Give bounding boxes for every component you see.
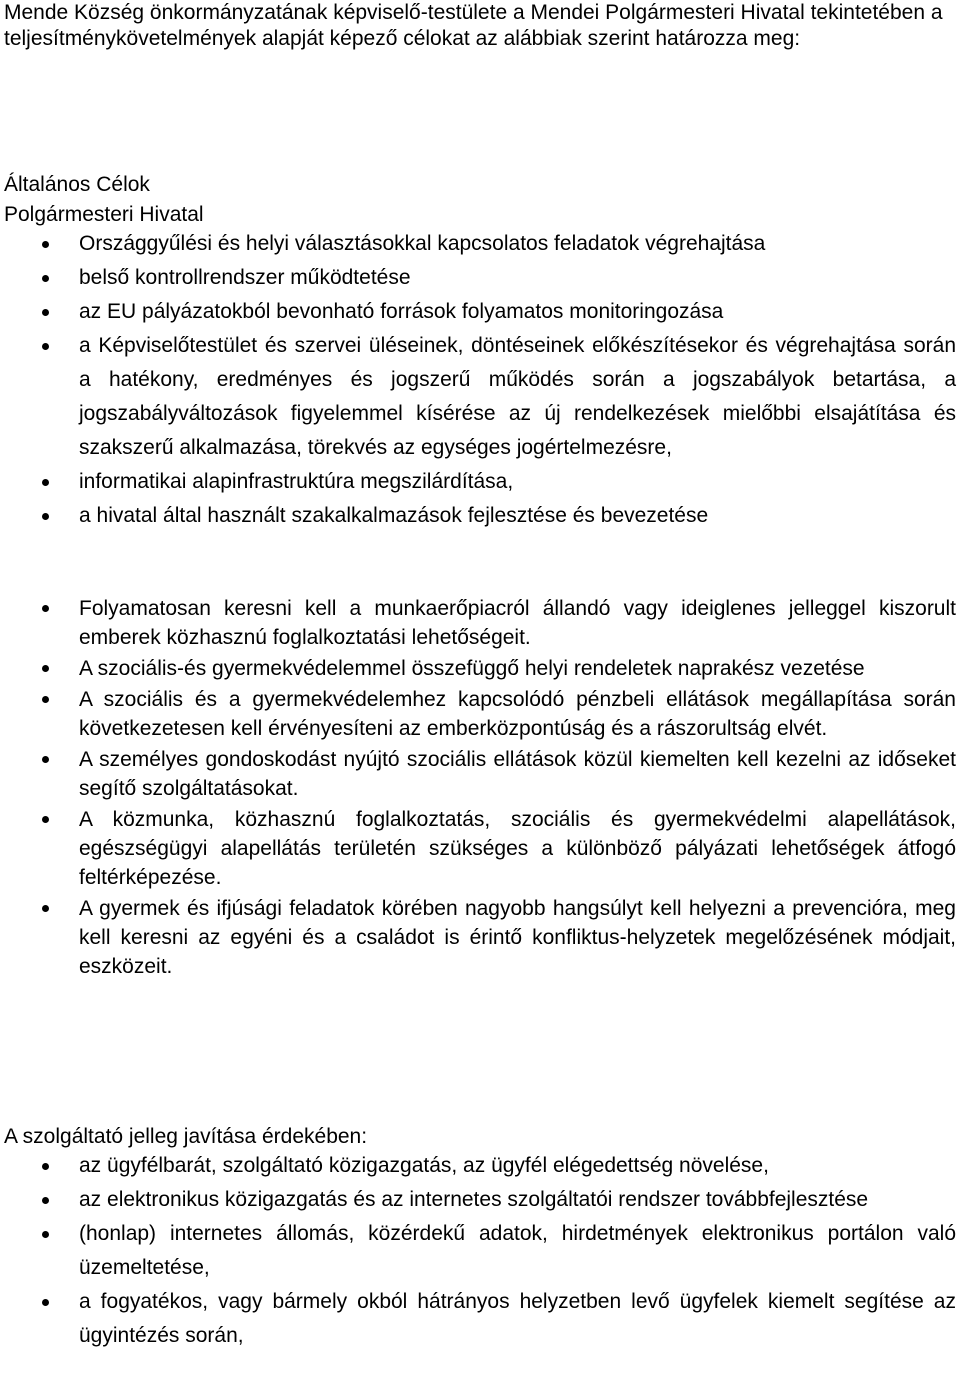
social-goals-list xyxy=(0,594,956,981)
list-item: a Képviselőtestület és szervei üléseinek, döntéseinek előkészítésekor és végrehajtása során a hatékony, eredményes és jogszerű működés során a jogszabályok betartása, a jogszabályváltozások figyelemmel kísérése az új rendelkezések mielőbbi elsajátítása és szakszerű alkalmazása, törekvés az egységes jogértelmezésre, xyxy=(0,329,956,465)
list-item: A szociális és a gyermekvédelemhez kapcsolódó pénzbeli ellátások megállapítása során következetesen kell érvényesíteni az emberközpontúság és a rászorultság elvét. xyxy=(0,685,956,743)
list-item: az ügyfélbarát, szolgáltató közigazgatás, az ügyfél elégedettség növelése, xyxy=(0,1149,956,1183)
list-item: a fogyatékos, vagy bármely okból hátrányos helyzetben levő ügyfelek kiemelt segítése az ügyintézés során, xyxy=(0,1285,956,1353)
list-item: A szociális-és gyermekvédelemmel összefüggő helyi rendeletek naprakész vezetése xyxy=(0,654,956,683)
list-item: (honlap) internetes állomás, közérdekű adatok, hirdetmények elektronikus portálon való üzemeltetése, xyxy=(0,1217,956,1285)
intro-paragraph: Mende Község önkormányzatának képviselő-testülete a Mendei Polgármesteri Hivatal tekintetében a teljesítménykövetelmények alapját képező célokat az alábbiak szerint határozza meg: xyxy=(4,1,943,50)
list-item: A közmunka, közhasznú foglalkoztatás, szociális és gyermekvédelmi alapellátások, egészségügyi alapellátás területén szükséges a különböző pályázati lehetőségek átfogó feltérképezése. xyxy=(0,805,956,892)
list-item: belső kontrollrendszer működtetése xyxy=(0,261,956,295)
list-item: Országgyűlési és helyi választásokkal kapcsolatos feladatok végrehajtása xyxy=(0,227,956,261)
list-item: az EU pályázatokból bevonható források folyamatos monitoringozása xyxy=(0,295,956,329)
list-item: a hivatal által használt szakalkalmazások fejlesztése és bevezetése xyxy=(0,499,956,533)
service-goals-list xyxy=(0,1149,956,1353)
service-heading: A szolgáltató jelleg javítása érdekében: xyxy=(4,1125,368,1148)
general-goals-heading: Általános Célok xyxy=(4,173,150,196)
list-item: A gyermek és ifjúsági feladatok körében nagyobb hangsúlyt kell helyezni a prevencióra, meg kell keresni az egyéni és a családot is érintő konfliktus-helyzetek megelőzésének módjait, eszközeit. xyxy=(0,894,956,981)
list-item: A személyes gondoskodást nyújtó szociális ellátások közül kiemelten kell kezelni az időseket segítő szolgáltatásokat. xyxy=(0,745,956,803)
office-subheading: Polgármesteri Hivatal xyxy=(4,203,204,226)
list-item: az elektronikus közigazgatás és az internetes szolgáltatói rendszer továbbfejlesztése xyxy=(0,1183,956,1217)
general-goals-list xyxy=(0,227,956,533)
list-item: Folyamatosan keresni kell a munkaerőpiacról állandó vagy ideiglenes jelleggel kiszorult emberek közhasznú foglalkoztatási lehetőségeit. xyxy=(0,594,956,652)
list-item: informatikai alapinfrastruktúra megszilárdítása, xyxy=(0,465,956,499)
